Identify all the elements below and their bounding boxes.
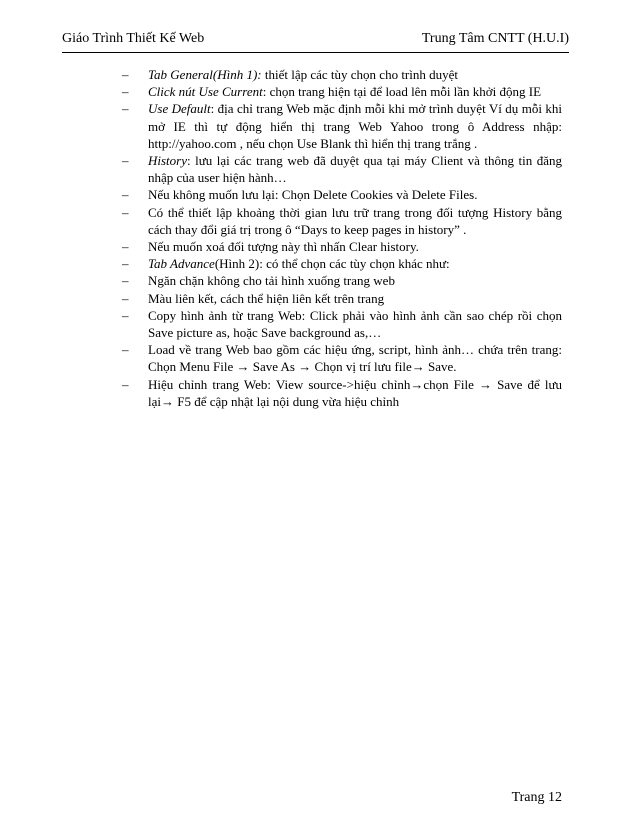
item-emphasis: Tab Advance bbox=[148, 256, 215, 272]
bullet-dash: – bbox=[122, 256, 129, 272]
item-text: : địa chỉ trang Web mặc định mỗi khi mở trình duyệt Ví dụ mỗi khi mở IE thì tự động hiển thị trang Web Yahoo trong ô Address nhập: http://yahoo.com , nếu chọn Use Blank thì hiển thị trang trắng . bbox=[148, 101, 562, 151]
list-item bbox=[120, 83, 562, 100]
bullet-dash: – bbox=[122, 376, 129, 392]
item-text: : lưu lại các trang web đã duyệt qua tại máy Client và thông tin đăng nhập của user hiện hành… bbox=[148, 153, 562, 186]
list-item bbox=[120, 341, 562, 375]
item-text: Nếu muốn xoá đối tượng này thì nhấn Clear history. bbox=[148, 239, 419, 255]
page-number: Trang 12 bbox=[511, 790, 562, 805]
list-item bbox=[120, 186, 562, 203]
bullet-dash: – bbox=[122, 101, 129, 117]
bullet-dash: – bbox=[122, 342, 129, 358]
list-item bbox=[120, 290, 562, 307]
list-item bbox=[120, 152, 562, 186]
bullet-dash: – bbox=[122, 187, 129, 203]
item-text: Hiệu chỉnh trang Web: View source->hiệu chỉnh→chọn File → Save để lưu lại→ F5 để cập nhật lại nội dung vừa hiệu chỉnh bbox=[148, 376, 562, 409]
bullet-list bbox=[120, 66, 562, 410]
item-text: Nếu không muốn lưu lại: Chọn Delete Cookies và Delete Files. bbox=[148, 187, 478, 203]
list-item bbox=[120, 255, 562, 272]
bullet-dash: – bbox=[122, 239, 129, 255]
item-emphasis: History bbox=[148, 153, 187, 169]
item-text: : chọn trang hiện tại để load lên mỗi lần khởi động IE bbox=[262, 84, 542, 100]
list-item bbox=[120, 307, 562, 341]
list-item bbox=[120, 204, 562, 238]
item-text: Load về trang Web bao gồm các hiệu ứng, script, hình ảnh… chứa trên trang: Chọn Menu File → Save As → Chọn vị trí lưu file→ Save. bbox=[148, 342, 562, 375]
bullet-dash: – bbox=[122, 273, 129, 289]
item-emphasis: Tab General(Hình 1): bbox=[148, 67, 262, 82]
item-text: Màu liên kết, cách thể hiện liên kết trên trang bbox=[148, 290, 385, 306]
page-header bbox=[62, 30, 569, 53]
item-text: Copy hình ảnh từ trang Web: Click phải vào hình ảnh cần sao chép rồi chọn Save picture as, hoặc Save background as,… bbox=[148, 307, 562, 341]
bullet-dash: – bbox=[122, 84, 129, 100]
item-text: (Hình 2): có thể chọn các tùy chọn khác như: bbox=[214, 256, 450, 272]
list-item bbox=[120, 66, 562, 83]
list-item bbox=[120, 100, 562, 152]
item-emphasis: Click nút Use Current bbox=[148, 84, 263, 100]
list-item bbox=[120, 238, 562, 255]
bullet-dash: – bbox=[122, 204, 129, 220]
bullet-dash: – bbox=[122, 153, 129, 169]
item-text: thiết lập các tùy chọn cho trình duyệt bbox=[261, 67, 459, 82]
bullet-dash: – bbox=[122, 307, 129, 323]
item-text: Có thể thiết lập khoảng thời gian lưu trữ trang trong đối tượng History bằng cách thay đổi giá trị trong ô “Days to keep pages in history” . bbox=[148, 204, 562, 237]
item-text: Ngăn chặn không cho tải hình xuống trang web bbox=[148, 273, 395, 289]
bullet-dash: – bbox=[122, 67, 129, 82]
header-organization: Trung Tâm CNTT (H.U.I) bbox=[421, 31, 569, 46]
list-item bbox=[120, 376, 562, 410]
bullet-dash: – bbox=[122, 290, 129, 306]
list-item bbox=[120, 272, 562, 289]
item-emphasis: Use Default bbox=[148, 101, 211, 117]
header-title: Giáo Trình Thiết Kế Web bbox=[62, 31, 205, 46]
